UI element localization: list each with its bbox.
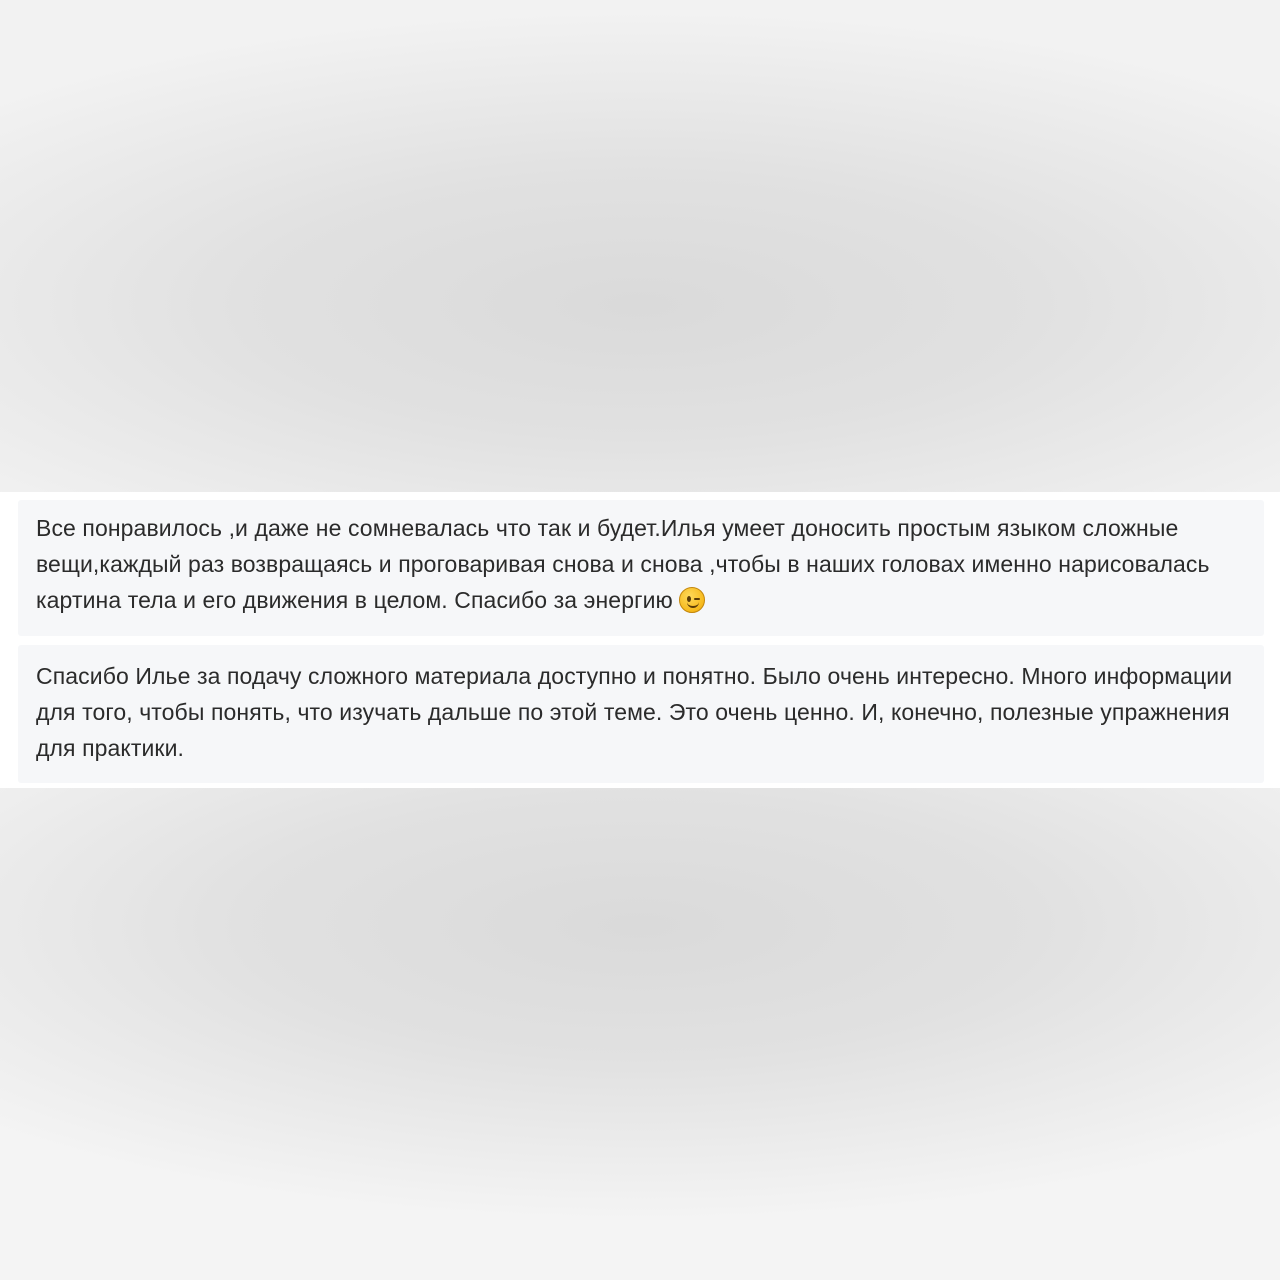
review-text: Спасибо Илье за подачу сложного материала доступно и понятно. Было очень интересно. Много информации для того, чтобы понять, что изучать дальше по этой теме. Это очень ценно. И, конечно, полезные упражнения для практики. xyxy=(36,663,1233,761)
review-card xyxy=(18,500,1264,636)
review-card xyxy=(18,645,1264,783)
background-bottom xyxy=(0,788,1280,1280)
background-top xyxy=(0,0,1280,492)
winking-face-icon xyxy=(679,587,705,613)
review-text: Все понравилось ,и даже не сомневалась что так и будет.Илья умеет доносить простым языком сложные вещи,каждый раз возвращаясь и проговаривая снова и снова ,чтобы в наших головах именно нарисовалась картина тела и его движения в целом. Спасибо за энергию xyxy=(36,515,1210,613)
